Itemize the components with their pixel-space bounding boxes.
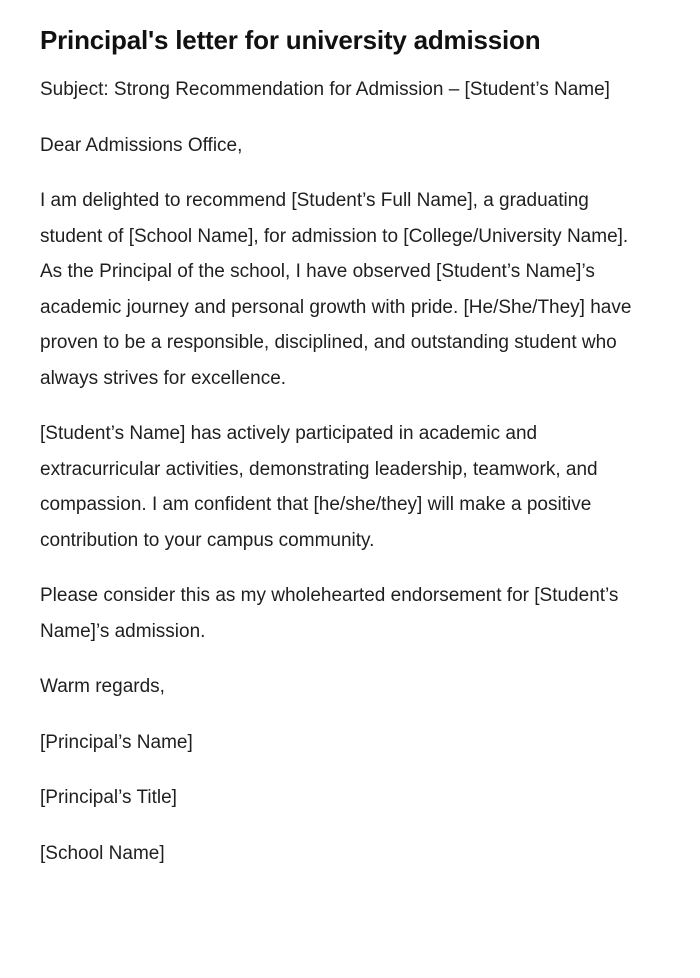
signature-principal-name: [Principal’s Name] [40, 731, 193, 753]
body-paragraph-1: I am delighted to recommend [Student’s Full Name], a graduating student of [School Name], for admission to [College/University Name]. As the Principal of the school, I have observed [Student’s Name]’s academic journey and personal growth with pride. [He/She/They] have proven to be a responsible, disciplined, and outstanding student who always strives for excellence. [40, 190, 632, 389]
signature-principal-title: [Principal’s Title] [40, 787, 177, 808]
body-paragraph-2: [Student’s Name] has actively participated in academic and extracurricular activities, demonstrating leadership, teamwork, and compassion. I am confident that [he/she/they] will make a positive contribution to your campus community. [40, 423, 598, 551]
body-paragraph-3: Please consider this as my wholehearted endorsement for [Student’s Name]’s admission. [40, 585, 619, 642]
salutation: Dear Admissions Office, [40, 134, 243, 156]
signature-school-name: [School Name] [40, 842, 165, 864]
closing-line: Warm regards, [40, 676, 165, 697]
subject-line: Subject: Strong Recommendation for Admission – [Student’s Name] [40, 79, 610, 100]
page-title: Principal's letter for university admission [40, 25, 541, 55]
